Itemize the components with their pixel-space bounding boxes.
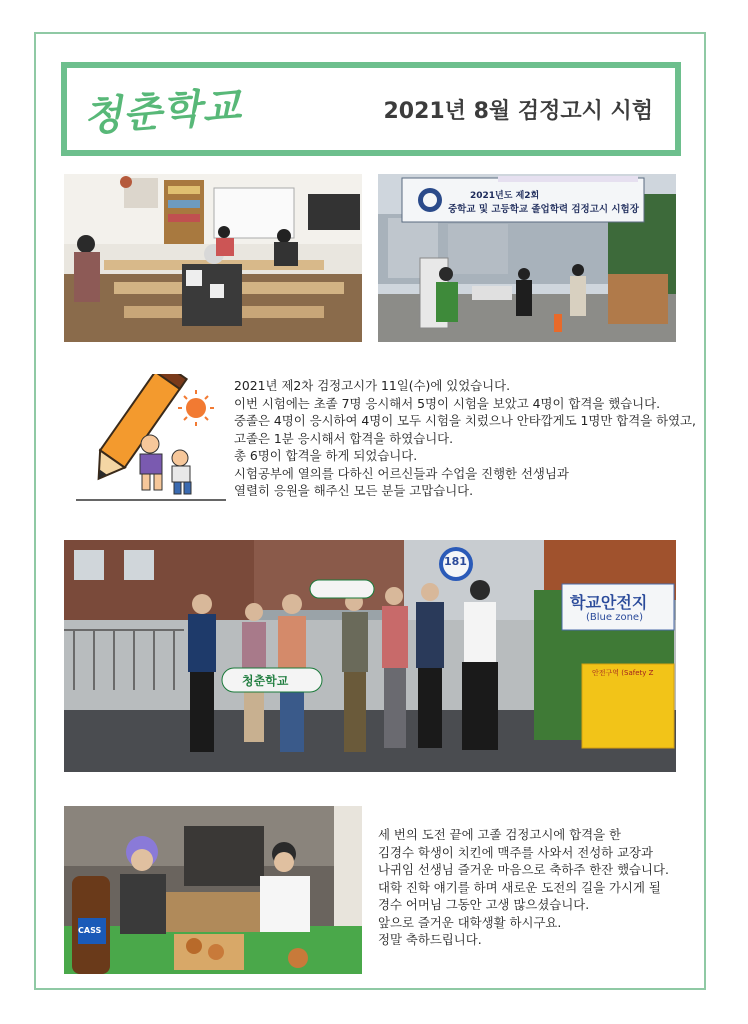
paragraph-line: 고졸은 1분 응시해서 합격을 하였습니다.	[234, 430, 454, 446]
paragraph-line: 총 6명이 합격을 하게 되었습니다.	[234, 448, 418, 463]
paragraph-line: 나귀임 선생님 즐거운 마음으로 축하주 한잔 했습니다.	[378, 862, 669, 877]
page-title: 2021년 8월 검정고시 시험	[383, 99, 653, 124]
exam-banner-photo	[378, 174, 676, 342]
beer-bottle-label: CASS	[78, 926, 102, 935]
celebration-paragraph	[378, 826, 669, 949]
paragraph-line: 세 번의 도전 끝에 고졸 검정고시에 합격을 한	[378, 827, 622, 842]
picket-sign-text: 청춘학교	[242, 674, 289, 688]
paragraph-line: 앞으로 즐거운 대학생활 하시구요.	[378, 914, 562, 930]
banner-line1: 2021년도 제2회	[470, 191, 540, 201]
logo-text: 청춘학교	[81, 82, 244, 141]
banner-line2: 중학교 및 고등학교 졸업학력 검정고시 시험장	[448, 204, 639, 215]
paragraph-line: 시험공부에 열의를 다하신 어르신들과 수업을 진행한 선생님과	[234, 465, 569, 481]
paragraph-line: 김경수 학생이 치킨에 맥주를 사와서 전성하 교장과	[378, 844, 653, 860]
paragraph-line: 중졸은 4명이 응시하여 4명이 모두 시험을 치렀으나 안타깝게도 1명만 합격을 하였고,	[234, 413, 696, 428]
paragraph-line: 이번 시험에는 초졸 7명 응시해서 5명이 시험을 보았고 4명이 합격을 했습니다.	[234, 395, 661, 411]
safety-sign-sub: (Blue zone)	[586, 612, 643, 623]
safety-notice-title: 안전구역 (Safety Z	[592, 669, 654, 677]
header-box	[61, 62, 681, 156]
pencil-illustration	[76, 374, 226, 504]
safety-sign-main: 학교안전지	[570, 593, 648, 612]
group-photo	[64, 540, 676, 772]
paragraph-line: 열렬히 응원을 해주신 모든 분들 고맙습니다.	[234, 483, 474, 498]
bus-stop-number: 181	[444, 555, 467, 568]
paragraph-line: 경수 어머님 그동안 고생 많으셨습니다.	[378, 897, 590, 912]
celebration-photo	[64, 806, 362, 974]
classroom-photo	[64, 174, 362, 342]
exam-result-paragraph	[234, 377, 696, 500]
paragraph-line: 2021년 제2차 검정고시가 11일(수)에 있었습니다.	[234, 378, 511, 393]
paragraph-line: 정말 축하드립니다.	[378, 932, 482, 947]
paragraph-line: 대학 진학 얘기를 하며 새로운 도전의 길을 가시게 될	[378, 879, 661, 895]
